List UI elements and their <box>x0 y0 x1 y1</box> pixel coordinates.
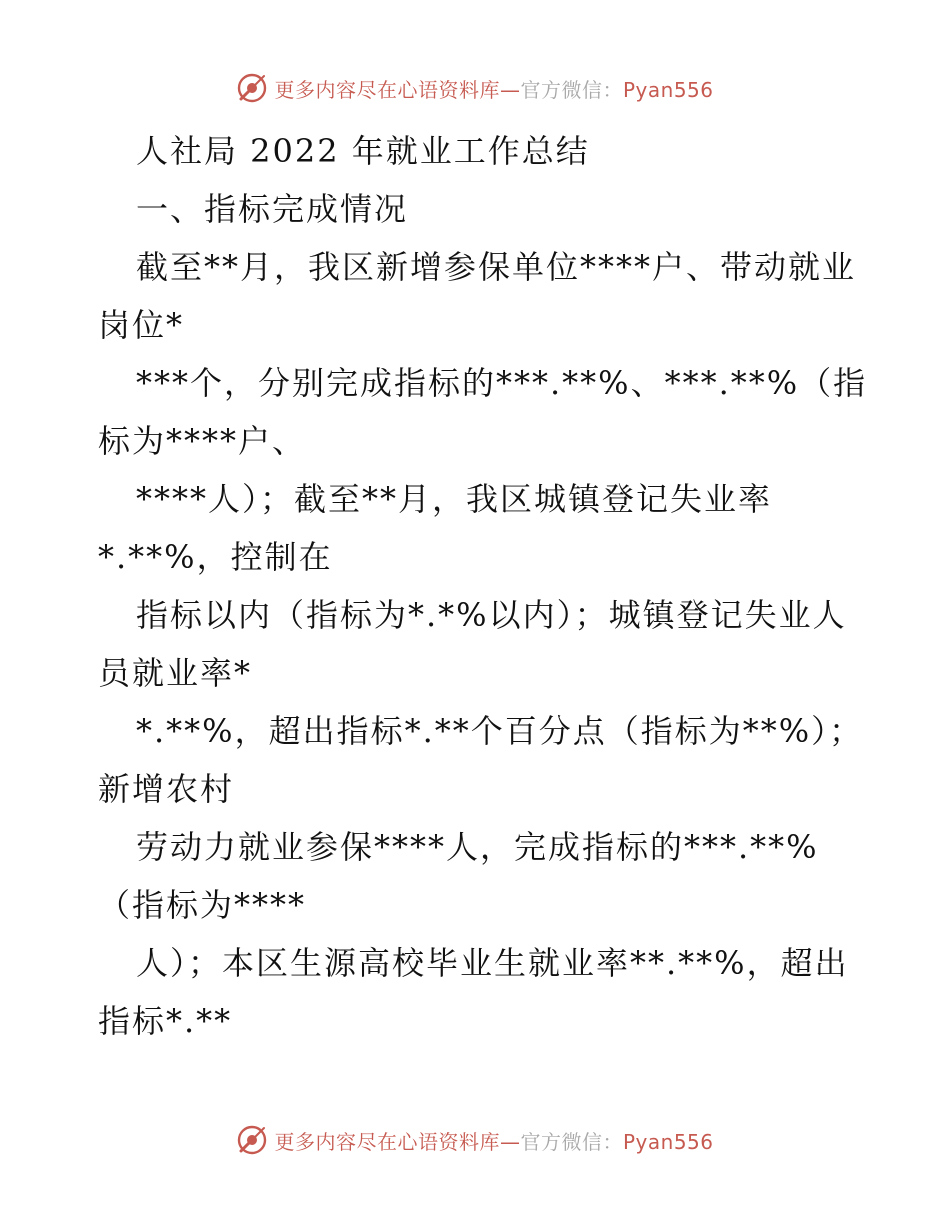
doc-line: 截至**月，我区新增参保单位****户、带动就业 <box>136 248 857 286</box>
doc-line: 人社局 2022 年就业工作总结 <box>136 132 590 170</box>
footer-watermark <box>0 1120 950 1160</box>
watermark-sub: 官方微信： <box>520 1129 623 1154</box>
doc-line: 人）；本区生源高校毕业生就业率**.**%，超出 <box>136 944 849 982</box>
pen-logo-icon <box>236 72 268 104</box>
watermark-id: Pyan556 <box>622 77 714 102</box>
watermark-sub: 官方微信： <box>520 77 623 102</box>
doc-line: 新增农村 <box>98 770 235 808</box>
doc-line: 岗位* <box>98 306 185 344</box>
watermark-main: 更多内容尽在心语资料库 <box>274 1129 500 1154</box>
watermark-text <box>274 1126 713 1155</box>
doc-line: 标为****户、 <box>98 422 307 460</box>
watermark-dash: — <box>499 77 521 102</box>
pen-logo-icon <box>236 1124 268 1156</box>
watermark-id: Pyan556 <box>622 1129 714 1154</box>
doc-line: 指标以内（指标为*.*%以内）；城镇登记失业人 <box>136 596 847 634</box>
doc-line: ****人）；截至**月，我区城镇登记失业率 <box>136 480 773 518</box>
doc-line: *.**%，控制在 <box>98 538 333 576</box>
doc-line: 员就业率* <box>98 654 253 692</box>
header-watermark <box>0 68 950 108</box>
doc-line: （指标为**** <box>98 886 307 924</box>
watermark-dash: — <box>499 1129 521 1154</box>
watermark-text <box>274 74 713 103</box>
document-body <box>98 122 868 1050</box>
doc-line: 劳动力就业参保****人，完成指标的***.**% <box>136 828 819 866</box>
watermark-main: 更多内容尽在心语资料库 <box>274 77 500 102</box>
doc-line: *.**%，超出指标*.**个百分点（指标为**%）； <box>136 712 864 750</box>
doc-line: 指标*.** <box>98 1002 233 1040</box>
doc-line: ***个，分别完成指标的***.**%、***.**%（指 <box>136 364 868 402</box>
doc-line: 一、指标完成情况 <box>136 190 409 228</box>
